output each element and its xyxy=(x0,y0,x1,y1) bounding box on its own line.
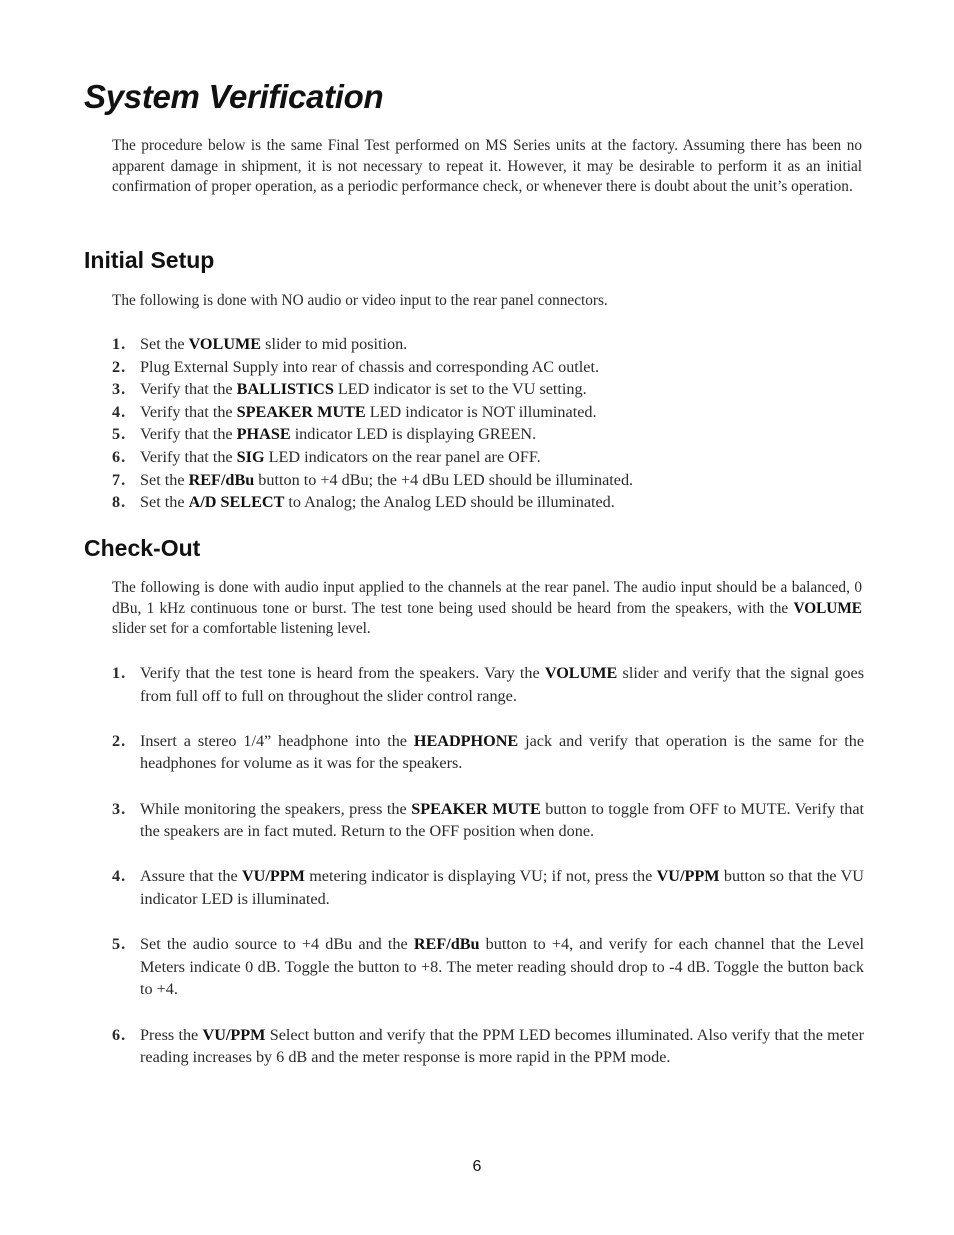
page-title: System Verification xyxy=(84,78,384,115)
setup-step: 1. Set the VOLUME slider to mid position. xyxy=(112,335,408,353)
check-out-step: 5. Set the audio source to +4 dBu and the REF/dBu button to +4, and verify for each channel that the Level Meters indicate 0 dB. Toggle the button to +8. The meter reading should drop to -4 dB. Toggle the button back to +4. xyxy=(112,935,864,999)
setup-step: 7. Set the REF/dBu button to +4 dBu; the +4 dBu LED should be illuminated. xyxy=(112,470,634,489)
initial-setup-heading: Initial Setup xyxy=(84,247,215,273)
check-out-steps xyxy=(112,662,864,1091)
setup-step: 8. Set the A/D SELECT to Analog; the Analog LED should be illuminated. xyxy=(112,493,615,512)
check-out-step: 6. Press the VU/PPM Select button and verify that the PPM LED becomes illuminated. Also verify that the meter reading increases by 6 dB and the meter response is more rapid in the PPM mode. xyxy=(112,1025,864,1067)
setup-step: 3. Verify that the BALLISTICS LED indicator is set to the VU setting. xyxy=(112,380,587,399)
setup-step: 2. Plug External Supply into rear of chassis and corresponding AC outlet. xyxy=(112,357,600,376)
setup-step: 4. Verify that the SPEAKER MUTE LED indicator is NOT illuminated. xyxy=(112,402,597,421)
check-out-heading: Check-Out xyxy=(84,535,201,561)
check-out-step: 4. Assure that the VU/PPM metering indicator is displaying VU; if not, press the VU/PPM button so that the VU indicator LED is illuminated. xyxy=(112,867,864,908)
initial-setup-intro: The following is done with NO audio or video input to the rear panel connectors. xyxy=(112,292,608,309)
setup-step: 6. Verify that the SIG LED indicators on the rear panel are OFF. xyxy=(112,447,541,466)
check-out-step: 2. Insert a stereo 1/4” headphone into the HEADPHONE jack and verify that operation is the same for the headphones for volume as it was for the speakers. xyxy=(112,731,865,773)
check-out-step: 1. Verify that the test tone is heard from the speakers. Vary the VOLUME slider and verify that the signal goes from full off to full on throughout the slider control range. xyxy=(112,664,864,705)
check-out-step: 3. While monitoring the speakers, press the SPEAKER MUTE button to toggle from OFF to MUTE. Verify that the speakers are in fact muted. Return to the OFF position when done. xyxy=(112,799,864,841)
page-number: 6 xyxy=(472,1158,482,1175)
initial-setup-steps xyxy=(112,333,864,514)
check-out-intro: The following is done with audio input applied to the channels at the rear panel. The audio input should be a balanced, 0 dBu, 1 kHz continuous tone or burst. The test tone being used should be heard from the speakers, with the VOLUME slider set for a comfortable listening level. xyxy=(112,579,862,638)
intro-paragraph: The procedure below is the same Final Test performed on MS Series units at the factory. Assuming there has been no apparent damage in shipment, it is not necessary to repeat it. However, it may be desirable to perform it as an initial confirmation of proper operation, as a periodic performance check, or whenever there is doubt about the unit’s operation. xyxy=(112,137,862,196)
setup-step: 5. Verify that the PHASE indicator LED is displaying GREEN. xyxy=(112,425,537,444)
